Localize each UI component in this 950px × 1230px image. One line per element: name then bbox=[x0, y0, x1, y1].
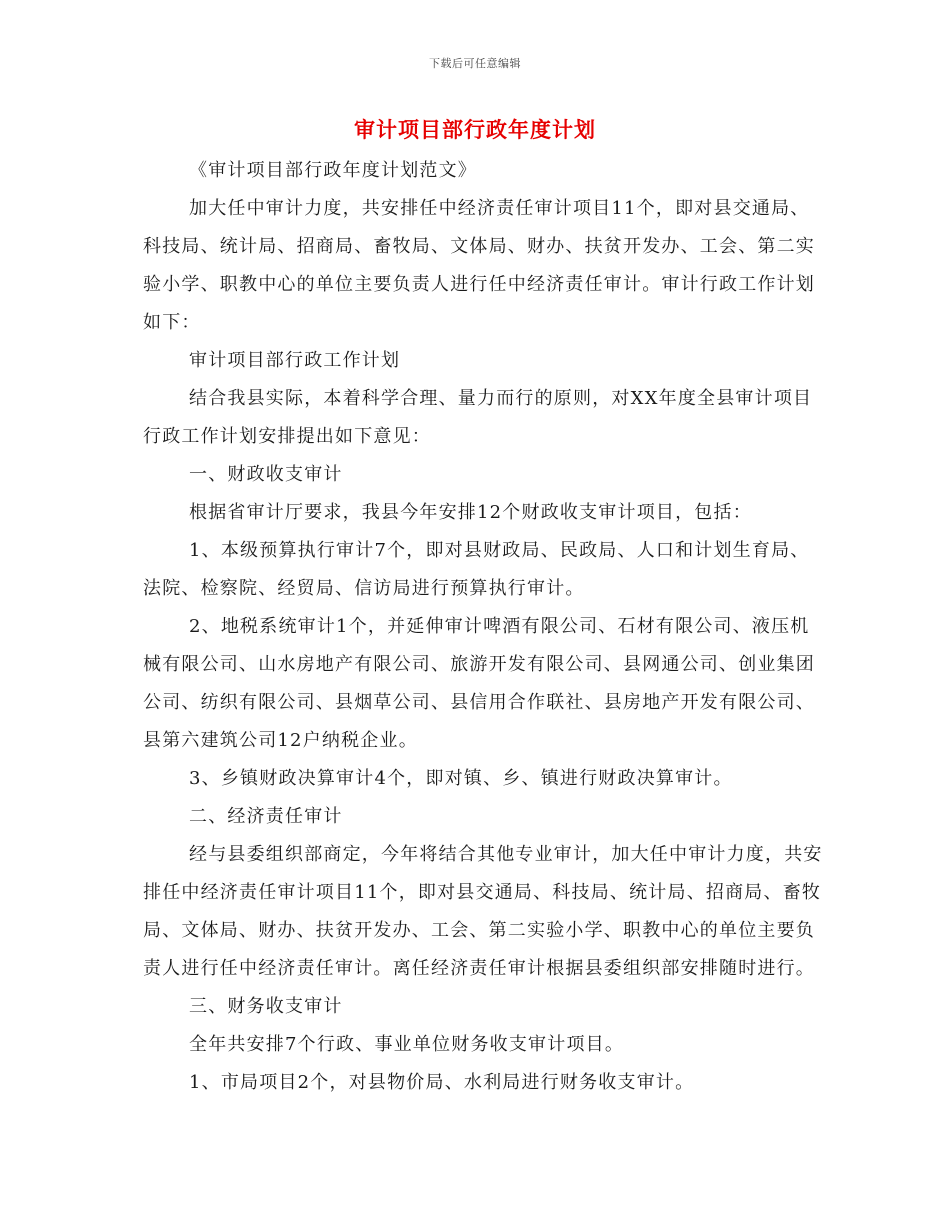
paragraph: 根据省审计厅要求，我县今年安排12个财政收支审计项目，包括： bbox=[189, 502, 752, 523]
paragraph: 全年共安排7个行政、事业单位财务收支审计项目。 bbox=[189, 1034, 625, 1055]
document-title: 审计项目部行政年度计划 bbox=[354, 117, 596, 142]
paragraph-subtitle: 《审计项目部行政年度计划范文》 bbox=[189, 160, 477, 181]
document-body bbox=[143, 152, 823, 1102]
section-heading-3: 三、财务收支审计 bbox=[189, 996, 343, 1017]
section-heading-1: 一、财政收支审计 bbox=[189, 464, 343, 485]
header-note: 下载后可任意编辑 bbox=[429, 57, 521, 70]
list-item-3: 3、乡镇财政决算审计4个，即对镇、乡、镇进行财政决算审计。 bbox=[189, 768, 733, 789]
paragraph: 经与县委组织部商定，今年将结合其他专业审计，加大任中审计力度，共安排任中经济责任审计项目11个，即对县交通局、科技局、统计局、招商局、畜牧局、文体局、财办、扶贫开发办、工会、第二实验小学、职教中心的单位主要负责人进行任中经济责任审计。离任经济责任审计根据县委组织部安排随时进行。 bbox=[143, 844, 823, 979]
paragraph-heading: 审计项目部行政工作计划 bbox=[189, 350, 401, 371]
list-item-2: 2、地税系统审计1个，并延伸审计啤酒有限公司、石材有限公司、液压机械有限公司、山水房地产有限公司、旅游开发有限公司、县网通公司、创业集团公司、纺织有限公司、县烟草公司、县信用合作联社、县房地产开发有限公司、县第六建筑公司12户纳税企业。 bbox=[143, 616, 815, 751]
paragraph: 加大任中审计力度，共安排任中经济责任审计项目11个，即对县交通局、科技局、统计局、招商局、畜牧局、文体局、财办、扶贫开发办、工会、第二实验小学、职教中心的单位主要负责人进行任中经济责任审计。审计行政工作计划如下： bbox=[143, 198, 815, 333]
list-item-1: 1、市局项目2个，对县物价局、水利局进行财务收支审计。 bbox=[189, 1072, 695, 1093]
list-item-1: 1、本级预算执行审计7个，即对县财政局、民政局、人口和计划生育局、法院、检察院、经贸局、信访局进行预算执行审计。 bbox=[143, 540, 810, 599]
section-heading-2: 二、经济责任审计 bbox=[189, 806, 343, 827]
paragraph: 结合我县实际，本着科学合理、量力而行的原则，对XX年度全县审计项目行政工作计划安排提出如下意见： bbox=[143, 388, 813, 447]
